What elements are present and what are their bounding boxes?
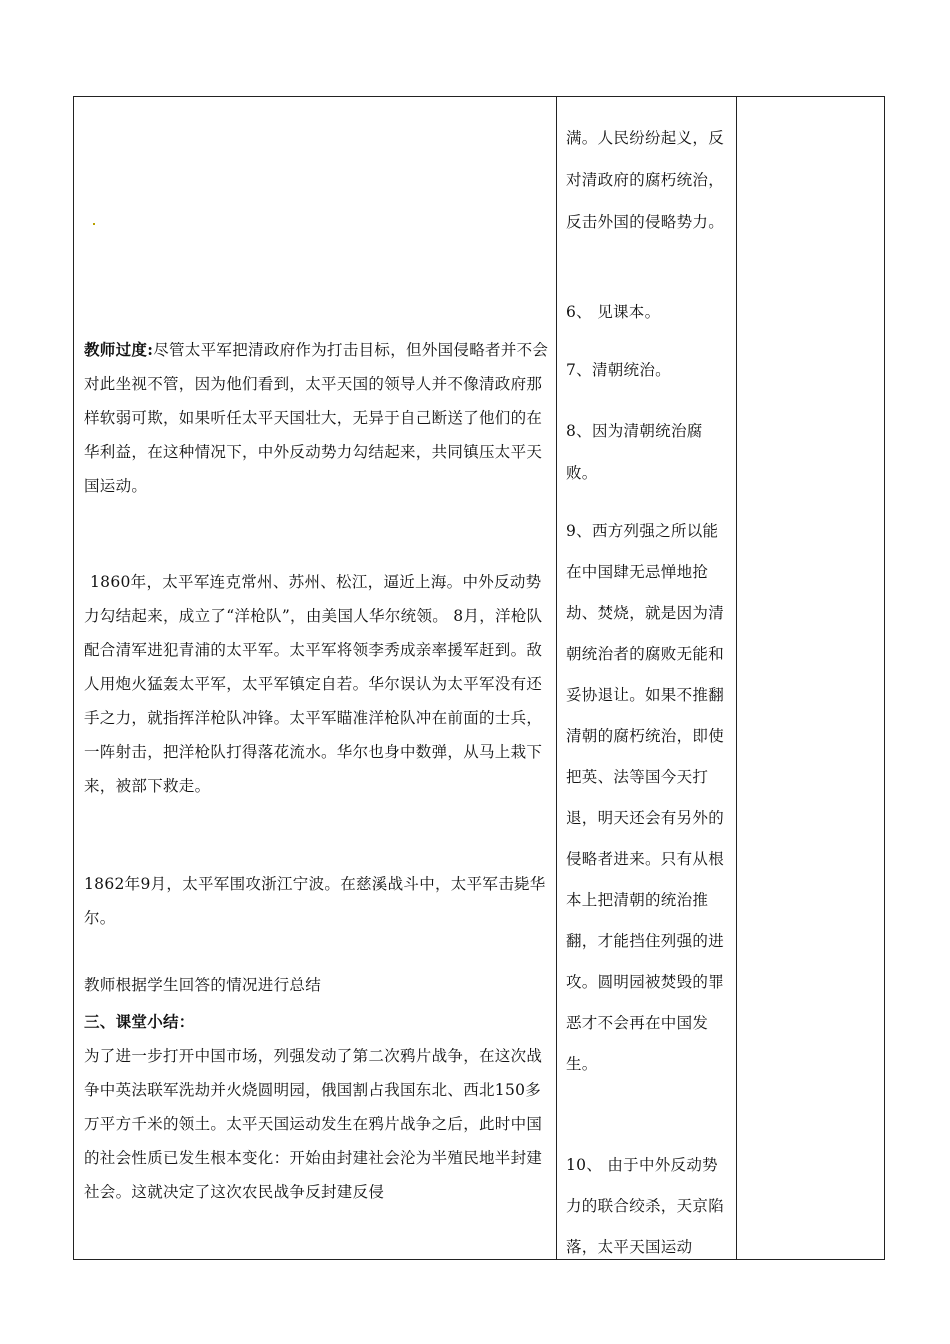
answer-10: 10、 由于中外反动势力的联合绞杀，天京陷落，太平天国运动 <box>566 1156 725 1256</box>
answer-6: 6、 见课本。 <box>566 303 661 321</box>
summary-paragraph: 为了进一步打开中国市场，列强发动了第二次鸦片战争，在这次战争中英法联军洗劫并火烧圆明园，俄国割占我国东北、西北150多万平方千米的领土。太平天国运动发生在鸦片战争之后，此时中国的社会性质已发生根本变化：开始由封建社会沦为半殖民地半封建社会。这就决定了这次农民战争反封建反侵 <box>84 1047 543 1201</box>
teacher-summary-note: 教师根据学生回答的情况进行总结 <box>84 976 322 994</box>
answer-5-continued: 满。人民纷纷起义，反对清政府的腐朽统治，反击外国的侵略势力。 <box>566 129 725 231</box>
column-divider <box>736 97 737 1259</box>
transition-label: 教师过度: <box>84 340 154 359</box>
section-title: 三、课堂小结： <box>84 1012 195 1031</box>
teacher-transition-paragraph <box>84 333 550 503</box>
lesson-table <box>73 96 885 1260</box>
paragraph-1862: 1862年9月，太平军围攻浙江宁波。在慈溪战斗中，太平军击毙华尔。 <box>84 875 546 927</box>
answer-9: 9、西方列强之所以能在中国肆无忌惮地抢劫、焚烧，就是因为清朝统治者的腐败无能和妥协退让。如果不推翻清朝的腐朽统治，即使把英、法等国今天打退，明天还会有另外的侵略者进来。只有从根本上把清朝的统治推翻，才能挡住列强的进攻。圆明园被焚毁的罪恶才不会再在中国发生。 <box>566 522 725 1073</box>
answer-7: 7、清朝统治。 <box>566 361 671 379</box>
paragraph-1860: 1860年，太平军连克常州、苏州、松江，逼近上海。中外反动势力勾结起来，成立了“洋枪队”，由美国人华尔统领。 8月，洋枪队配合清军进犯青浦的太平军。太平军将领李秀成亲率援军赶到。敌人用炮火猛轰太平军，太平军镇定自若。华尔误认为太平军没有还手之力，就指挥洋枪队冲锋。太平军瞄准洋枪队冲在前面的士兵，一阵射击，把洋枪队打得落花流水。华尔也身中数弹，从马上栽下来，被部下救走。 <box>84 573 543 795</box>
stray-mark <box>93 223 95 225</box>
column-divider <box>556 97 557 1259</box>
answer-8: 8、因为清朝统治腐败。 <box>566 422 703 482</box>
transition-text: 尽管太平军把清政府作为打击目标，但外国侵略者并不会对此坐视不管，因为他们看到，太平天国的领导人并不像清政府那样软弱可欺，如果听任太平天国壮大，无异于自己断送了他们的在华利益，在这种情况下，中外反动势力勾结起来，共同镇压太平天国运动。 <box>84 341 549 495</box>
